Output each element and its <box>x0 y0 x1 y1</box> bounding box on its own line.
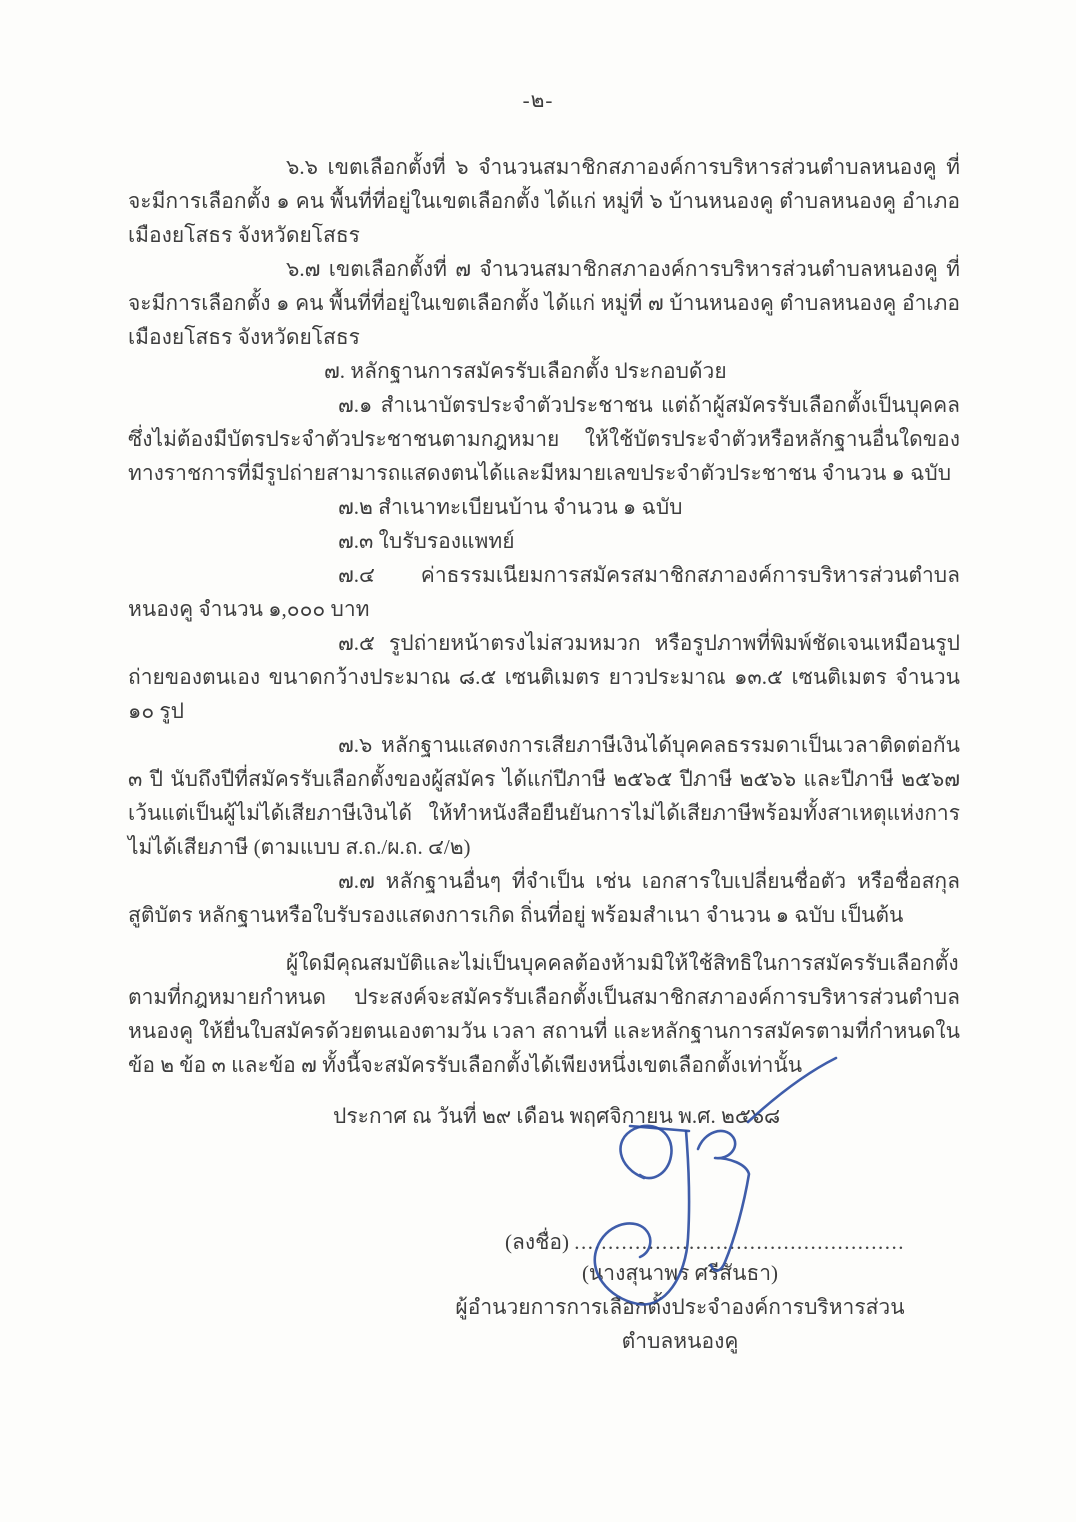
clause-6-7: ๖.๗ เขตเลือกตั้งที่ ๗ จำนวนสมาชิกสภาองค์การบริหารส่วนตำบลหนองคู ที่จะมีการเลือกตั้ง ๑ คน พื้นที่ที่อยู่ในเขตเลือกตั้ง ได้แก่ หมู่ที่ ๗ บ้านหนองคู ตำบลหนองคู อำเภอเมืองยโสธร จังหวัดยโสธร <box>128 257 960 349</box>
clause-7-2: ๗.๒ สำเนาทะเบียนบ้าน จำนวน ๑ ฉบับ <box>338 495 683 519</box>
document-body <box>128 150 960 1358</box>
signature-block <box>430 1225 930 1358</box>
proclamation-date-line: ประกาศ ณ วันที่ ๒๙ เดือน พฤศจิกายน พ.ศ. ๒๕๖๘ <box>333 1104 781 1128</box>
clause-7-5: ๗.๕ รูปถ่ายหน้าตรงไม่สวมหมวก หรือรูปภาพที่พิมพ์ชัดเจนเหมือนรูปถ่ายของตนเอง ขนาดกว้างประมาณ ๘.๕ เซนติเมตร ยาวประมาณ ๑๓.๕ เซนติเมตร จำนวน ๑๐ รูป <box>128 631 960 723</box>
clause-7-4: ๗.๔ ค่าธรรมเนียมการสมัครสมาชิกสภาองค์การบริหารส่วนตำบลหนองคู จำนวน ๑,๐๐๐ บาท <box>128 563 960 621</box>
signer-name: (นางสุนาพร ศรีสันธา) <box>581 1261 779 1285</box>
clause-7-3: ๗.๓ ใบรับรองแพทย์ <box>338 529 515 553</box>
closing-paragraph: ผู้ใดมีคุณสมบัติและไม่เป็นบุคคลต้องห้ามมิให้ใช้สิทธิในการสมัครรับเลือกตั้ง ตามที่กฎหมายกำหนด ประสงค์จะสมัครรับเลือกตั้งเป็นสมาชิกสภาองค์การบริหารส่วนตำบลหนองคู ให้ยื่นใบสมัครด้วยตนเองตามวัน เวลา สถานที่ และหลักฐานการสมัครตามที่กำหนดในข้อ ๒ ข้อ ๓ และข้อ ๗ ทั้งนี้จะสมัครรับเลือกตั้งได้เพียงหนึ่งเขตเลือกตั้งเท่านั้น <box>128 951 960 1077</box>
signer-title: ผู้อำนวยการการเลือกตั้งประจำองค์การบริหารส่วนตำบลหนองคู <box>455 1295 905 1353</box>
signature-line <box>430 1225 930 1259</box>
page-number: -๒- <box>522 88 554 112</box>
sign-label: (ลงชื่อ) <box>505 1230 569 1254</box>
clause-7-1: ๗.๑ สำเนาบัตรประจำตัวประชาชน แต่ถ้าผู้สมัครรับเลือกตั้งเป็นบุคคลซึ่งไม่ต้องมีบัตรประจำตัวประชาชนตามกฎหมาย ให้ใช้บัตรประจำตัวหรือหลักฐานอื่นใดของทางราชการที่มีรูปถ่ายสามารถแสดงตนได้และมีหมายเลขประจำตัวประชาชน จำนวน ๑ ฉบับ <box>128 393 960 485</box>
signature-dotted-line: ................................................. <box>574 1230 905 1254</box>
clause-7-7: ๗.๗ หลักฐานอื่นๆ ที่จำเป็น เช่น เอกสารใบเปลี่ยนชื่อตัว หรือชื่อสกุล สูติบัตร หลักฐานหรือใบรับรองแสดงการเกิด ถิ่นที่อยู่ พร้อมสำเนา จำนวน ๑ ฉบับ เป็นต้น <box>128 869 960 927</box>
clause-6-6: ๖.๖ เขตเลือกตั้งที่ ๖ จำนวนสมาชิกสภาองค์การบริหารส่วนตำบลหนองคู ที่จะมีการเลือกตั้ง ๑ คน พื้นที่ที่อยู่ในเขตเลือกตั้ง ได้แก่ หมู่ที่ ๖ บ้านหนองคู ตำบลหนองคู อำเภอเมืองยโสธร จังหวัดยโสธร <box>128 155 960 247</box>
clause-7-heading: ๗. หลักฐานการสมัครรับเลือกตั้ง ประกอบด้วย <box>324 359 727 383</box>
clause-7-6: ๗.๖ หลักฐานแสดงการเสียภาษีเงินได้บุคคลธรรมดาเป็นเวลาติดต่อกัน ๓ ปี นับถึงปีที่สมัครรับเลือกตั้งของผู้สมัคร ได้แก่ปีภาษี ๒๕๖๕ ปีภาษี ๒๕๖๖ และปีภาษี ๒๕๖๗ เว้นแต่เป็นผู้ไม่ได้เสียภาษีเงินได้ ให้ทำหนังสือยืนยันการไม่ได้เสียภาษีพร้อมทั้งสาเหตุแห่งการไม่ได้เสียภาษี (ตามแบบ ส.ถ./ผ.ถ. ๔/๒) <box>128 733 960 859</box>
